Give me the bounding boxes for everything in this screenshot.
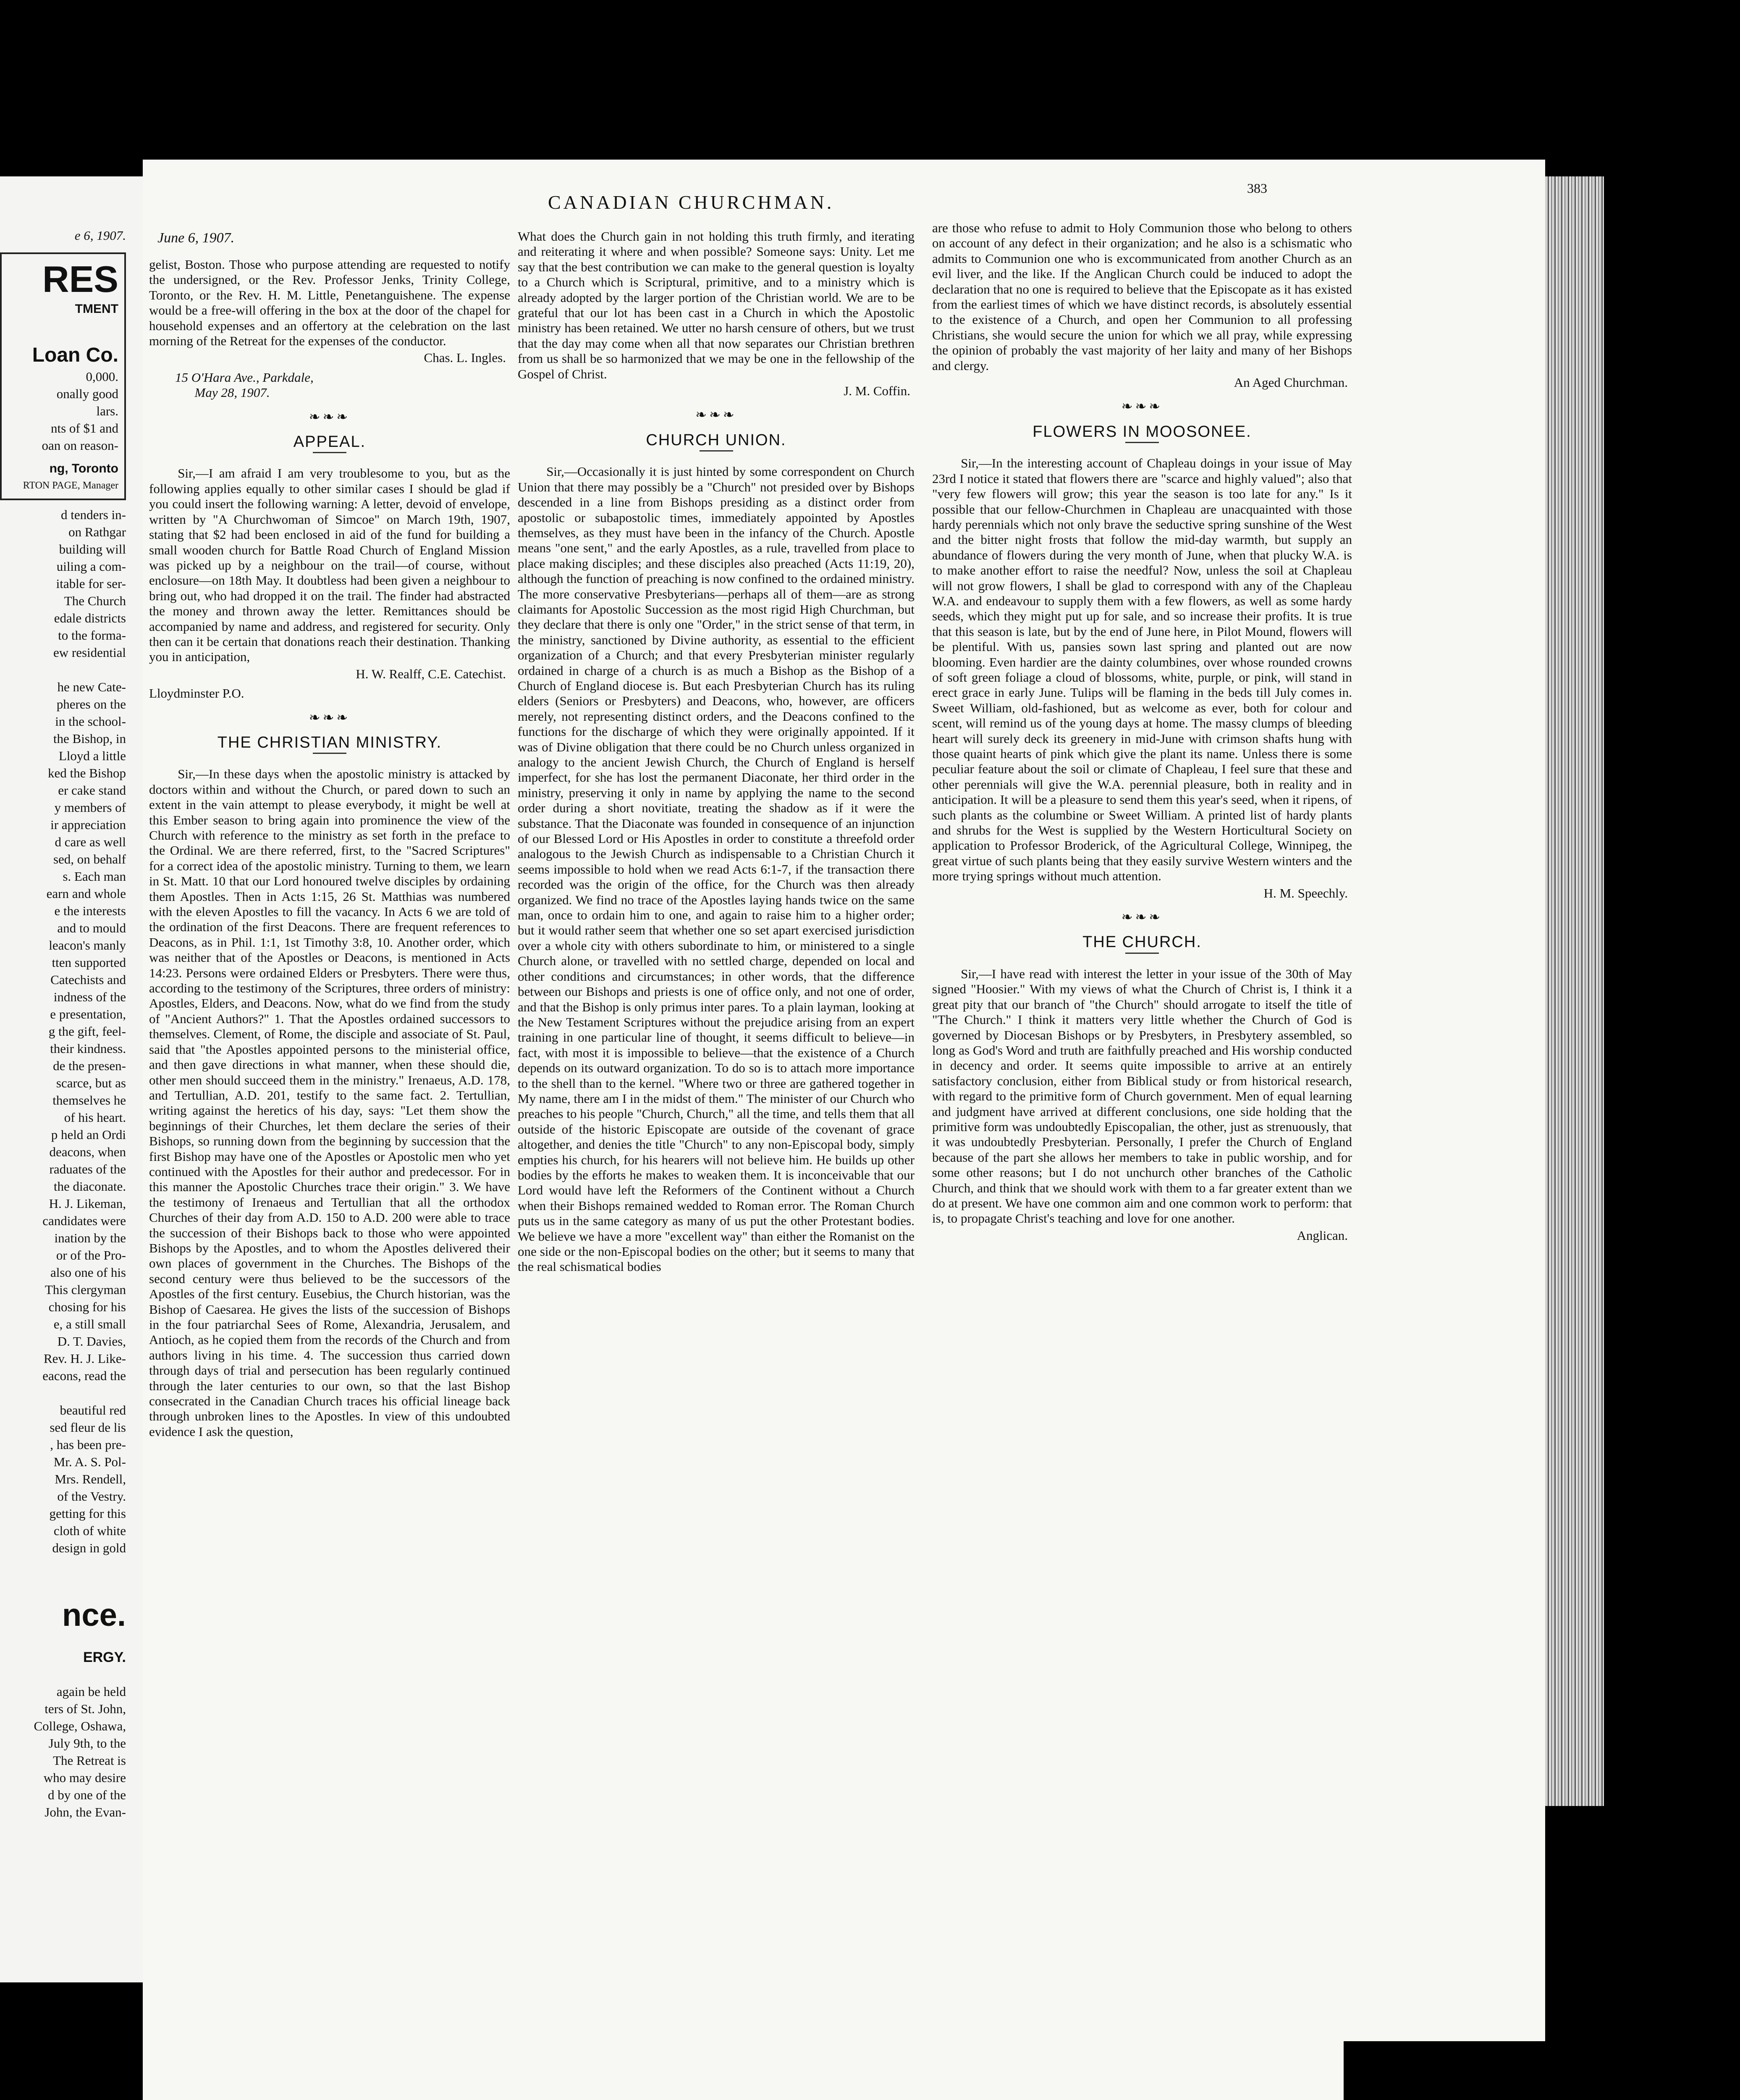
text-line: scarce, but as — [56, 1076, 126, 1090]
text-line: indness of the — [53, 990, 126, 1004]
paragraph: Sir,—In the interesting account of Chapleau doings in your issue of May 23rd I notice it stated that flowers there are "scarce and highly valued"; also that "very few flowers will grow; this year the season is too late for any." Is it possible that our fellow-Churchmen in Chapleau are unacquainted with those hardy perennials which not only brave the seductive spring sunshine of the West and the bitter night frosts that follow the mid-day warmth, but supply an abundance of flowers during the very month of June, when that plucky W.A. is to make another effort to raise the needful? Now, unless the soil at Chapleau will not grow flowers, I shall be glad to correspond with any of the Chapleau W.A. and endeavour to supply them with a few flowers, as well as some hardy seeds, which they might put up for sale, and so increase their profits. It is true that this season is late, but by the end of June here, in Pilot Mound, flowers will be plentiful. With us, pansies sown last spring and planted out are now blooming. Even hardier are the dainty columbines, over whose rounded crowns of soft green foliage a cloud of blossoms, white, purple, or pink, will stand in erect grace in early June. Tulips will be flaming in the beds till July comes in. Sweet William, old-fashioned, but as welcome as ever, both for colour and scent, will remind us of the young days at home. The massy clumps of bleeding heart will surely deck its greenery in mid-June with crimson shafts hung with those quaint hearts of pink which give the plant its name. Unless there is some peculiar feature about the soil or climate of Chapleau, I feel sure that these and other perennials will give the W.A. perennial pleasure, both in reality and in anticipation. It will be a pleasure to send them this year's seed, when it ripens, of such plants as the columbine or Sweet William. A printed list of hardy plants and shrubs for the West is supplied by the Western Horticultural Society on application to Professor Broderick, of the Agricultural College, Winnipeg, the great virtue of such plants being that they easily survive Western winters and the more trying springs without much attention. — [932, 456, 1352, 884]
paragraph: Sir,—I am afraid I am very troublesome to you, but as the following applies equally to other similar cases I should be glad if you could insert the following warning: A letter, devoid of envelope, written by "A Churchwoman of Simcoe" on March 19th, 1907, stating that $2 had been enclosed in aid of the fund for building a small wooden church for Battle Road Church of England Mission was picked up by a neighbour on the trail—of course, without enclosure—on 18th May. It doubtless had been given a neighbour to bring out, who had dropped it on the trail. The finder had abstracted the money and thrown away the letter. Remittances should be accompanied by name and address, and registered for security. Only then can it be certain that donations reach their destination. Thanking you in anticipation, — [149, 466, 510, 664]
scan-shadow — [1344, 2041, 1740, 2100]
text-line: s. Each man — [63, 869, 126, 884]
text-line: edale districts — [54, 611, 126, 625]
loan-title: Loan Co. — [32, 344, 118, 366]
page-number: 383 — [1247, 181, 1267, 196]
text-line: Rev. H. J. Like- — [43, 1351, 126, 1366]
signature: An Aged Churchman. — [1234, 375, 1348, 390]
heading-appeal: APPEAL. — [293, 433, 366, 451]
text-line: Catechists and — [50, 972, 126, 987]
intro-paragraphs — [518, 229, 915, 382]
ad-subtitle: TMENT — [75, 302, 118, 316]
text-line: This clergyman — [45, 1282, 126, 1297]
facing-page-heading: nce. — [62, 1597, 126, 1633]
facing-page-column-2 — [0, 1683, 126, 1821]
heading-rule — [313, 753, 346, 754]
text-line: ked the Bishop — [48, 766, 126, 780]
text-line: or of the Pro- — [56, 1248, 126, 1263]
text-line: tten supported — [52, 955, 126, 970]
paragraph: gelist, Boston. Those who purpose attending are requested to notify the undersigned, or the Rev. Professor Jenks, Trinity College, Toronto, or the Rev. H. M. Little, Penetanguishene. The expense would be a free-will offering in the box at the door of the chapel for household expenses and an offertory at the celebration on the last morning of the Retreat for the expenses of the conductor. — [149, 257, 510, 349]
heading-rule — [700, 450, 733, 452]
facing-page-column — [0, 506, 126, 1557]
text-line: itable for ser- — [56, 576, 126, 591]
text-line: ir appreciation — [50, 817, 126, 832]
facing-page-date: e 6, 1907. — [74, 228, 126, 243]
heading-the-church: THE CHURCH. — [1082, 933, 1202, 951]
section-separator: ❧❧❧ — [695, 407, 737, 423]
text-line: , has been pre- — [50, 1437, 126, 1452]
address-line: 15 O'Hara Ave., Parkdale, — [175, 370, 314, 385]
header-title: CANADIAN CHURCHMAN. — [548, 192, 834, 213]
column-3 — [932, 220, 1352, 1243]
text-line: y members of — [54, 800, 126, 815]
text-line: nts of $1 and — [50, 421, 118, 436]
text-line: getting for this — [49, 1506, 126, 1521]
text-line: d care as well — [55, 835, 126, 849]
text-line: of the Vestry. — [57, 1489, 126, 1504]
text-line: July 9th, to the — [48, 1736, 126, 1751]
section-separator: ❧❧❧ — [309, 409, 351, 424]
text-line: ination by the — [54, 1231, 126, 1245]
text-line — [0, 1384, 126, 1402]
intro-paragraphs — [932, 220, 1352, 373]
text-line: ew residential — [53, 645, 126, 660]
flowers-signature: H. M. Speechly. — [1263, 885, 1348, 900]
text-line: the Bishop, in — [53, 731, 126, 746]
text-line: onally good — [56, 386, 118, 401]
intro-paragraphs — [149, 257, 510, 349]
text-line: also one of his — [50, 1265, 126, 1280]
text-line: Lloyd a little — [58, 748, 126, 763]
appeal-paragraphs — [149, 466, 510, 664]
facing-page-text — [0, 227, 128, 1821]
text-line: earn and whole — [46, 886, 126, 901]
text-line: uiling a com- — [56, 559, 126, 574]
appeal-place: Lloydminster P.O. — [149, 686, 244, 701]
paragraph: What does the Church gain in not holding this truth firmly, and iterating and reiterating it where and when possible? Someone says: Unity. Let me say that the best contribution we can make to the general question is loyalty to a Church which is Scriptural, primitive, and to a ministry which is already adopted by the larger portion of the Christian world. We are to be grateful that our lot has been cast in a Church in which the Apostolic ministry has been retained. We utter no harsh censure of others, but we trust that the day may come when all that now separates our Christian brethren from us shall be so harmonized that we may be one in the fellowship of the Gospel of Christ. — [518, 229, 915, 381]
text-line: themselves he — [52, 1093, 126, 1108]
ad-toronto: ng, Toronto — [49, 462, 118, 475]
text-line: in the school- — [55, 714, 126, 729]
text-line: he new Cate- — [57, 680, 126, 694]
advertisement-box — [0, 252, 126, 500]
text-line: College, Oshawa, — [34, 1719, 126, 1733]
ad-manager: RTON PAGE, Manager — [23, 480, 118, 491]
text-line: The Church — [64, 593, 126, 608]
heading-rule — [1125, 442, 1159, 443]
text-line: d by one of the — [48, 1788, 126, 1802]
heading-flowers-in-moosonee: FLOWERS IN MOOSONEE. — [1032, 423, 1252, 441]
text-line: Mr. A. S. Pol- — [53, 1454, 126, 1469]
ad-title: RES — [42, 258, 118, 300]
text-line: de the presen- — [53, 1058, 126, 1073]
text-line: 0,000. — [86, 369, 118, 384]
text-line: their kindness. — [50, 1041, 126, 1056]
text-line: sed, on behalf — [53, 852, 126, 866]
text-line: er cake stand — [58, 783, 126, 798]
header-date: June 6, 1907. — [157, 230, 235, 246]
text-line: deacons, when — [49, 1144, 126, 1159]
facing-page-subheading: ERGY. — [83, 1649, 126, 1665]
text-line: pheres on the — [56, 697, 126, 711]
text-line — [0, 661, 126, 678]
text-line: oan on reason- — [42, 438, 118, 453]
signature: J. M. Coffin. — [844, 383, 910, 399]
text-line: d tenders in- — [61, 507, 126, 522]
paragraph: Sir,—I have read with interest the letter in your issue of the 30th of May signed "Hoosier." With my views of what the Church of Christ is, I think it a great pity that our branch of "the Church" should arrogate to itself the title of "The Church." I think it matters very little whether the Church of God is governed by Diocesan Bishops or by Presbyters, in Presbytery assembled, so long as God's Word and truth are faithfully preached and His worship conducted in decency and order. It seems quite impossible to arrive at an entirely satisfactory conclusion, either from Biblical study or from historical research, with regard to the primitive form of Church government. Men of equal learning and judgment have arrived at different conclusions, one side holding that the primitive form was undoubtedly Episcopalian, the other, just as strenuously, that it was undoubtedly Presbyterian. Personally, I prefer the Church of England because of the part she allows her members to take in public worship, and for some other reasons; but I do not unchurch other branches of the Catholic Church, and think that we should work with them to a far greater extent than we do at present. We have one common aim and one common work to perform: that is, to propagate Christ's teaching and love for one another. — [932, 966, 1352, 1226]
column-2 — [518, 229, 915, 1275]
section-separator: ❧❧❧ — [309, 709, 351, 725]
heading-rule — [1125, 953, 1159, 954]
signature: Chas. L. Ingles. — [424, 350, 506, 365]
book-fore-edge — [1545, 176, 1604, 1806]
text-line: who may desire — [43, 1770, 126, 1785]
text-line: g the gift, feel- — [48, 1024, 126, 1039]
heading-christian-ministry: THE CHRISTIAN MINISTRY. — [217, 733, 442, 751]
church-paragraphs — [932, 966, 1352, 1226]
text-line: lars. — [96, 404, 118, 418]
paragraph: are those who refuse to admit to Holy Communion those who belong to others on account of any defect in their organization; and he also is a schismatic who admits to Communion one who is excommunicated from another Church as an evil liver, and the like. If the Anglican Church could be induced to adopt the declaration that no one is required to believe that the Episcopate as it has existed from the earliest times of which we have distinct records, is absolutely essential to the existence of a Church, and open her Communion to all professing Christians, she would secure the union for which we all pray, while expressing the opinion of probably the vast majority of her laity and many of her Bishops and clergy. — [932, 220, 1352, 373]
text-line: the diaconate. — [53, 1179, 126, 1194]
heading-rule — [313, 452, 346, 453]
text-line: building will — [59, 542, 126, 556]
text-line: leacon's manly — [49, 938, 126, 953]
text-line: of his heart. — [64, 1110, 126, 1125]
text-line: beautiful red — [60, 1403, 126, 1418]
union-paragraphs — [518, 464, 915, 1275]
text-line: on Rathgar — [68, 525, 126, 539]
flowers-paragraphs — [932, 456, 1352, 884]
section-separator: ❧❧❧ — [1121, 909, 1163, 925]
text-line: The Retreat is — [53, 1753, 126, 1768]
text-line: D. T. Davies, — [57, 1334, 126, 1349]
text-line: p held an Ordi — [51, 1127, 126, 1142]
text-line: e presentation, — [50, 1007, 126, 1021]
text-line: raduates of the — [49, 1162, 126, 1176]
text-line: to the forma- — [58, 628, 126, 643]
text-line: Mrs. Rendell, — [55, 1472, 126, 1486]
text-line: e, a still small — [53, 1317, 126, 1331]
church-signature: Anglican. — [1297, 1228, 1348, 1243]
text-line: chosing for his — [48, 1299, 126, 1314]
text-line: sed fleur de lis — [50, 1420, 126, 1435]
heading-church-union: CHURCH UNION. — [646, 431, 786, 449]
section-separator: ❧❧❧ — [1121, 399, 1163, 414]
text-line: ters of St. John, — [45, 1701, 126, 1716]
text-line: eacons, read the — [42, 1368, 126, 1383]
text-line: candidates were — [42, 1213, 126, 1228]
paragraph: Sir,—Occasionally it is just hinted by some correspondent on Church Union that there may possibly be a "Church" not presided over by Bishops descended in a line from Bishops presiding as a distinct order from apostolic or subapostolic times, immediately appointed by Apostles themselves, as they must have been in the infancy of the Church. Apostle means "one sent," and the early Apostles, as a rule, travelled from place to place making disciples; and these disciples also preached (Acts 11:19, 20), although the function of preaching is now confined to the ordained ministry. The more conservative Presbyterians—perhaps all of them—are as strong claimants for Apostolic Succession as the most rigid High Churchman, but they declare that there is only one "Order," in the strict sense of that term, in the ministry, sanctioned by Divine authority, as essential to the efficient organization of a Church; and that every Presbyterian minister regularly ordained in charge of a church is as much a Bishop as the Bishop of a Church of England diocese is. But each Presbyterian Church has its ruling elders (Seniors or Presbyters) and Deacons, who, however, are officers merely, not representing distinct orders, and the Deacons confined to the functions for the discharge of which they were originally appointed. If it was of Divine obligation that there could be no Church unless organized in analogy to the ancient Jewish Church, the Church of England is herself imperfect, for she has lost the permanent Diaconate, her third order in the ministry, preserving it only in name by applying the name to the second order during a short novitiate, treating the shadow as if it were the substance. That the Diaconate was founded in consequence of an injunction of our Blessed Lord or His Apostles in order to constitute a threefold order analogous to the Jewish Church as indispensable to a Christian Church it seems impossible to hold when we read Acts 6:1-7, if the transaction there recorded was the origin of the office, for the Church was then already organized. We find no trace of the Apostles laying hands twice on the same man, once to ordain him to one, and again to raise him to a higher order; but it would rather seem that whether one so set apart exercised jurisdiction over a whole city with others subordinate to him, or ministered to a single Church alone, or travelled with no settled charge, depended on local and other conditions and circumstances; in other words, that the difference between our Bishops and priests is one of office only, and not one of order, and that the Bishop is only primus inter pares. To a plain layman, looking at the New Testament Scriptures without the prejudice arising from an expert training in one particular line of thought, it seems difficult to believe—in fact, with most it is impossible to believe—that the existence of a Church depends on its outward organization. To do so is to attach more importance to the shell than to the kernel. "Where two or three are gathered together in My name, there am I in the midst of them." The minister of our Church who preaches to his people "Church, Church," all the time, and tells them that all outside of the historic Episcopate are outside of the covenant of grace altogether, and denies the title "Church" to any non-Episcopal body, simply empties his church, for his hearers will not believe him. He builds up other bodies by the efforts he makes to weaken them. It is inconceivable that our Lord would have left the Reformers of the Continent without a Church when their Bishops remained wedded to Roman error. The Roman Church puts us in the same category as many of us put the other Protestant bodies. We believe we have a more "excellent way" than either the Romanist on the one side or the non-Episcopal bodies on the other; but it seems to many that the real schismatical bodies — [518, 464, 915, 1274]
text-line: H. J. Likeman, — [49, 1196, 126, 1211]
text-line: design in gold — [52, 1541, 126, 1555]
text-line: e the interests — [54, 903, 126, 918]
address-date: May 28, 1907. — [194, 385, 270, 400]
text-line: and to mould — [57, 921, 126, 935]
appeal-signature: H. W. Realff, C.E. Catechist. — [356, 666, 506, 681]
paragraph: Sir,—In these days when the apostolic ministry is attacked by doctors within and without the Church, or pared down to such an extent in the vain attempt to please everybody, it might be well at this Ember season to bring again into prominence the view of the Church with reference to the ministry as set forth in the preface to the Ordinal. We are there referred, first, to the "Sacred Scriptures" for a correct idea of the apostolic ministry. Turning to them, we learn in St. Matt. 10 that our Lord honoured twelve disciples by ordaining them Apostles. Then in Acts 1:15, 26 St. Matthias was numbered with the eleven Apostles to fill the vacancy. In Acts 6 we are told of the ordination of the first Deacons. There are frequent references to Deacons, as in Phil. 1:1, 1st Timothy 3:8, 10. Another order, which was neither that of the Apostles or Deacons, is mentioned in Acts 14:23. Persons were ordained Elders or Presbyters. There were thus, according to the testimony of the Scriptures, three orders of ministry: Apostles, Elders, and Deacons. Now, what do we find from the study of "Ancient Authors?" 1. That the Apostles ordained successors to themselves. Clement, of Rome, the disciple and associate of St. Paul, said that "the Apostles appointed persons to the ministerial office, and then gave directions in what manner, when these should die, other men should succeed them in the ministry." Irenaeus, A.D. 178, and Tertullian, A.D. 201, testify to the same fact. 2. Tertullian, writing against the heretics of his day, says: "Let them show the beginnings of their Churches, let them declare the series of their Bishops, so running down from the beginning by succession that the first Bishop may have one of the Apostles or Apostolic men who yet continued with the Apostles for their author and predecessor. For in this manner the Apostolic Churches trace their origin." 3. We have the testimony of Irenaeus and Tertullian that all the orthodox Churches of their day from A.D. 150 to A.D. 200 were able to trace the succession of their Bishops back to those who were appointed Bishops by the Apostles, and to whom the Apostles delivered their own places of government in the Churches. The Bishops of the second century were thus believed to be the successors of the Apostles of the first century. Eusebius, the Church historian, was the Bishop of Caesarea. He gives the lists of the succession of Bishops in the four patriarchal Sees of Rome, Alexandria, Jerusalem, and Antioch, as he copied them from the records of the Church and from authors living in his time. 4. The succession thus carried down through days of trial and persecution has been regularly continued through the later centuries to our own, so that the last Bishop consecrated in the Canadian Church traces his official lineage back through unbroken lines to the Apostles. In view of this undoubted evidence I ask the question, — [149, 766, 510, 1439]
text-line: cloth of white — [53, 1523, 126, 1538]
ministry-paragraphs — [149, 766, 510, 1439]
text-line: again be held — [56, 1684, 126, 1699]
text-line: John, the Evan- — [45, 1805, 126, 1819]
column-1 — [149, 257, 510, 1439]
loan-lines — [8, 368, 118, 454]
